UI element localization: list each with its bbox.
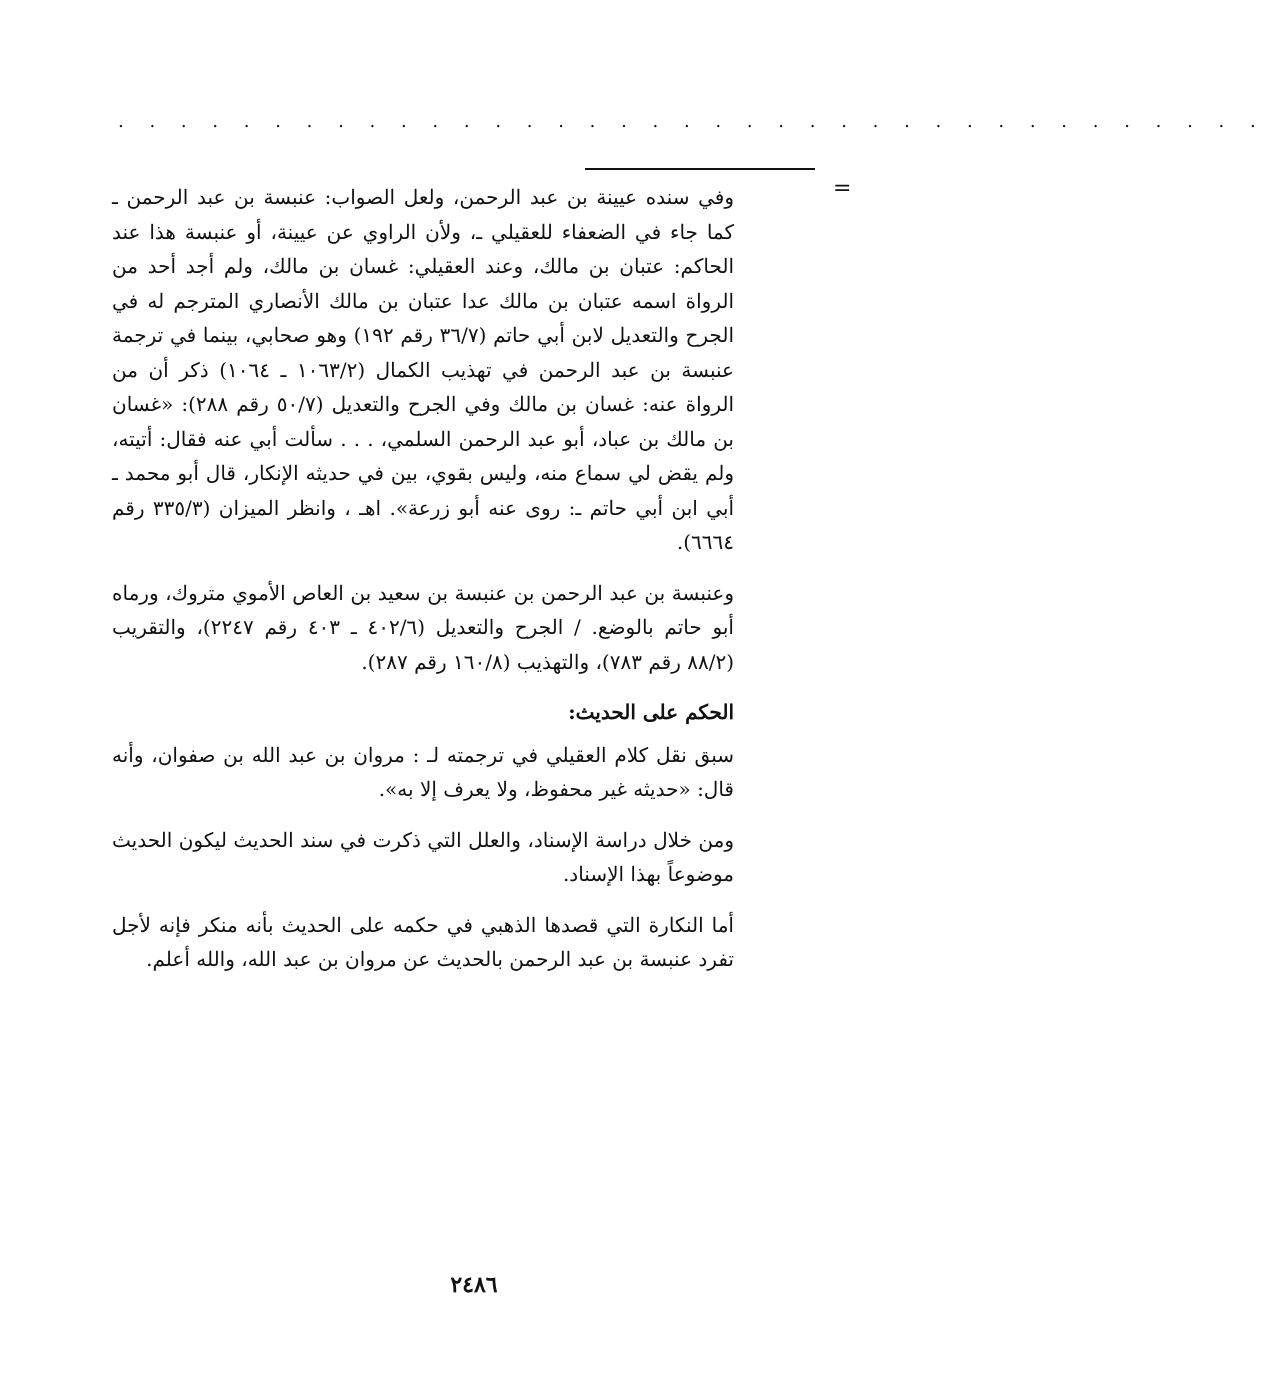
page-body [112, 180, 734, 993]
ruling-heading: الحكم على الحديث: [568, 700, 734, 724]
ruling-paragraph-1: سبق نقل كلام العقيلي في ترجمته لـ : مروان بن عبد الله بن صفوان، وأنه قال: «حديثه غير محفوظ، ولا يعرف إلا به». [112, 742, 734, 801]
footnote-separator [585, 168, 815, 170]
ruling-paragraph-2: ومن خلال دراسة الإسناد، والعلل التي ذكرت في سند الحديث ليكون الحديث موضوعاً بهذا الإسناد. [112, 827, 734, 886]
ruling-paragraph-3: أما النكارة التي قصدها الذهبي في حكمه على الحديث بأنه منكر فإنه لأجل تفرد عنبسة بن عبد الرحمن بالحديث عن مروان بن عبد الله، والله أعلم. [112, 912, 734, 971]
footnote-continuation-mark: = [833, 176, 852, 201]
page-number: ٢٤٨٦ [450, 1272, 498, 1298]
dot-leader: . . . . . . . . . . . . . . . . . . . . . . . . . . . . . . . . . . . . . [118, 111, 1266, 132]
footnote-paragraph-1: وفي سنده عيينة بن عبد الرحمن، ولعل الصواب: عنبسة بن عبد الرحمن ـ كما جاء في الضعفاء للعقيلي ـ، ولأن الراوي عن عيينة، أو عنبسة هذا عند الحاكم: عتبان بن مالك، وعند العقيلي: غسان بن مالك، ولم أجد أحد من الرواة اسمه عتبان بن مالك عدا عتبان بن مالك الأنصاري المترجم له في الجرح والتعديل لابن أبي حاتم (٣٦/٧ رقم ١٩٢) وهو صحابي، بينما في ترجمة عنبسة بن عبد الرحمن في تهذيب الكمال (١٠٦٣/٢ ـ ١٠٦٤) ذكر أن من الرواة عنه: غسان بن مالك وفي الجرح والتعديل (٥٠/٧ رقم ٢٨٨): «غسان بن مالك بن عباد، أبو عبد الرحمن السلمي، . . . سألت أبي عنه فقال: أتيته، ولم يقض لي سماع منه، وليس بقوي، بين في حديثه الإنكار، قال أبو محمد ـ أبي ابن أبي حاتم ـ: روى عنه أبو زرعة». اهـ ، وانظر الميزان (٣٣٥/٣ رقم ٦٦٦٤). [112, 185, 735, 554]
footnote-paragraph-2: وعنبسة بن عبد الرحمن بن عنبسة بن سعيد بن العاص الأموي متروك، ورماه أبو حاتم بالوضع. / الجرح والتعديل (٤٠٢/٦ ـ ٤٠٣ رقم ٢٢٤٧)، والتقريب (٨٨/٢ رقم ٧٨٣)، والتهذيب (١٦٠/٨ رقم ٢٨٧). [112, 580, 734, 674]
